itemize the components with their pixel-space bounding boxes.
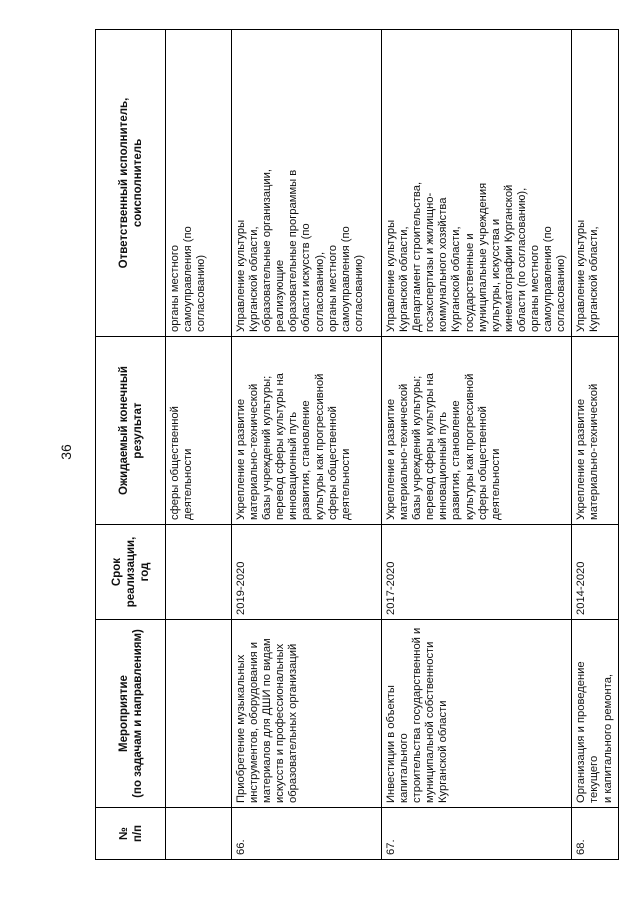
table-row: [572, 30, 618, 860]
cell-activity: Организация и проведение текущего и капитального ремонта,: [572, 620, 618, 808]
cell-term: 2019-2020: [232, 525, 382, 620]
cell-activity: Приобретение музыкальных инструментов, оборудования и материалов для ДШИ по видам искусств и профессиональных образовательных организаций: [232, 620, 382, 808]
cell-num: [166, 808, 232, 860]
header-term: Срок реализации, год: [96, 525, 166, 620]
page-number: 36: [58, 444, 74, 460]
cell-term: [166, 525, 232, 620]
table-row: [232, 30, 382, 860]
header-activity: Мероприятие (по задачам и направлениям): [96, 620, 166, 808]
header-num: № п/п: [96, 808, 166, 860]
cell-result: сферы общественной деятельности: [166, 337, 232, 525]
cell-term: 2014-2020: [572, 525, 618, 620]
cell-activity: [166, 620, 232, 808]
cell-result: Укрепление и развитие материально-технической базы учреждений культуры; перевод сферы культуры на инновационный путь развития, становление культуры как прогрессивной сферы общественной деятельности: [382, 337, 572, 525]
cell-num: 67.: [382, 808, 572, 860]
table-wrapper: [95, 30, 614, 860]
cell-result: Укрепление и развитие материально-технической базы учреждений культуры; перевод сферы культуры на инновационный путь развития, становление культуры как прогрессивной сферы общественной деятельности: [232, 337, 382, 525]
cell-executor: Управление культуры Курганской области,: [572, 30, 618, 337]
cell-executor: Управление культуры Курганской области, образовательные организации, реализующие образовательные программы в области искусств (по согласованию), органы местного самоуправления (по согласованию): [232, 30, 382, 337]
header-result: Ожидаемый конечный результат: [96, 337, 166, 525]
program-activities-table: [95, 29, 619, 860]
cell-num: 68.: [572, 808, 618, 860]
rotated-table-container: [95, 30, 614, 860]
cell-activity: Инвестиции в объекты капитального строительства государственной и муниципальной собственности Курганской области: [382, 620, 572, 808]
cell-term: 2017-2020: [382, 525, 572, 620]
cell-executor: органы местного самоуправления (по согласованию): [166, 30, 232, 337]
table-row: [382, 30, 572, 860]
cell-result: Укрепление и развитие материально-технической: [572, 337, 618, 525]
cell-executor: Управление культуры Курганской области, Департамент строительства, госэкспертизы и жилищно- коммунального хозяйства Курганской области, государственные и муниципальные учреждения культуры, искусства и кинематографии Курганской области (по согласованию), органы местного самоуправления (по согласованию): [382, 30, 572, 337]
table-header-row: [96, 30, 166, 860]
cell-num: 66.: [232, 808, 382, 860]
table-row: [166, 30, 232, 860]
header-executor: Ответственный исполнитель, соисполнитель: [96, 30, 166, 337]
